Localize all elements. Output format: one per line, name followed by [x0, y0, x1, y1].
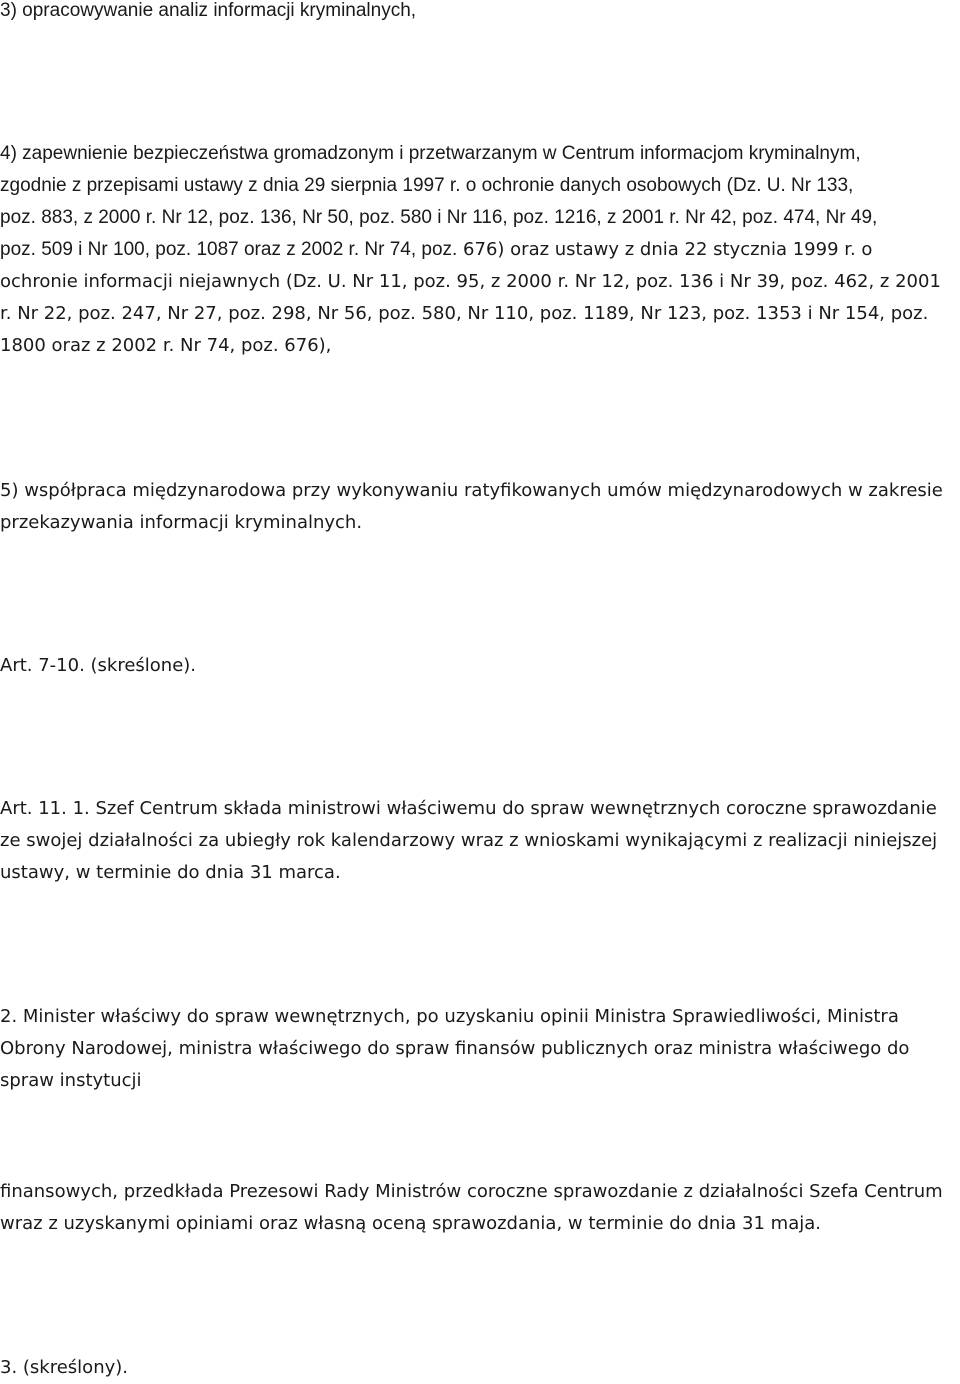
- text-line: Obrony Narodowej, ministra właściwego do spraw finansów publicznych oraz ministra właściwego do: [0, 1038, 910, 1059]
- text-line: 2. Minister właściwy do spraw wewnętrznych, po uzyskaniu opinii Ministra Sprawiedliwości, Ministra: [0, 1006, 899, 1027]
- paragraph-art-11-3: 3. (skreślony).: [0, 1357, 128, 1378]
- paragraph-art-7-10: Art. 7-10. (skreślone).: [0, 655, 197, 676]
- text-line: ze swojej działalności za ubiegły rok kalendarzowy wraz z wnioskami wynikającymi z realizacji niniejszej: [0, 830, 938, 851]
- text-line: finansowych, przedkłada Prezesowi Rady Ministrów coroczne sprawozdanie z działalności Szefa Centrum: [0, 1181, 943, 1202]
- paragraph-item-3: 3) opracowywanie analiz informacji kryminalnych,: [0, 0, 417, 21]
- text-segment: poz. 509 i Nr 100, poz. 1087 oraz z 2002 r. Nr 74, poz.: [0, 239, 458, 260]
- text-line: [0, 234, 872, 266]
- text-line: ustawy, w terminie do dnia 31 marca.: [0, 862, 341, 883]
- text-line: poz. 883, z 2000 r. Nr 12, poz. 136, Nr 50, poz. 580 i Nr 116, poz. 1216, z 2001 r. Nr 42, poz. 474, Nr 49,: [0, 207, 878, 228]
- text-line: przekazywania informacji kryminalnych.: [0, 512, 363, 533]
- text-line: zgodnie z przepisami ustawy z dnia 29 sierpnia 1997 r. o ochronie danych osobowych (Dz. U. Nr 133,: [0, 175, 854, 196]
- text-line: Art. 11. 1. Szef Centrum składa ministrowi właściwemu do spraw wewnętrznych coroczne sprawozdanie: [0, 798, 937, 819]
- text-line: ochronie informacji niejawnych (Dz. U. Nr 11, poz. 95, z 2000 r. Nr 12, poz. 136 i Nr 39, poz. 462, z 2001: [0, 271, 941, 292]
- text-line: 1800 oraz z 2002 r. Nr 74, poz. 676),: [0, 335, 332, 356]
- text-segment: 676) oraz ustawy z dnia 22 stycznia 1999 r. o: [457, 239, 873, 260]
- text-line: 4) zapewnienie bezpieczeństwa gromadzonym i przetwarzanym w Centrum informacjom kryminalnym,: [0, 143, 861, 164]
- text-line: 5) współpraca międzynarodowa przy wykonywaniu ratyfikowanych umów międzynarodowych w zakresie: [0, 480, 943, 501]
- text-line: spraw instytucji: [0, 1070, 142, 1091]
- text-line: r. Nr 22, poz. 247, Nr 27, poz. 298, Nr 56, poz. 580, Nr 110, poz. 1189, Nr 123, poz. 1353 i Nr 154, poz.: [0, 303, 929, 324]
- text-line: wraz z uzyskanymi opiniami oraz własną oceną sprawozdania, w terminie do dnia 31 maja.: [0, 1213, 821, 1234]
